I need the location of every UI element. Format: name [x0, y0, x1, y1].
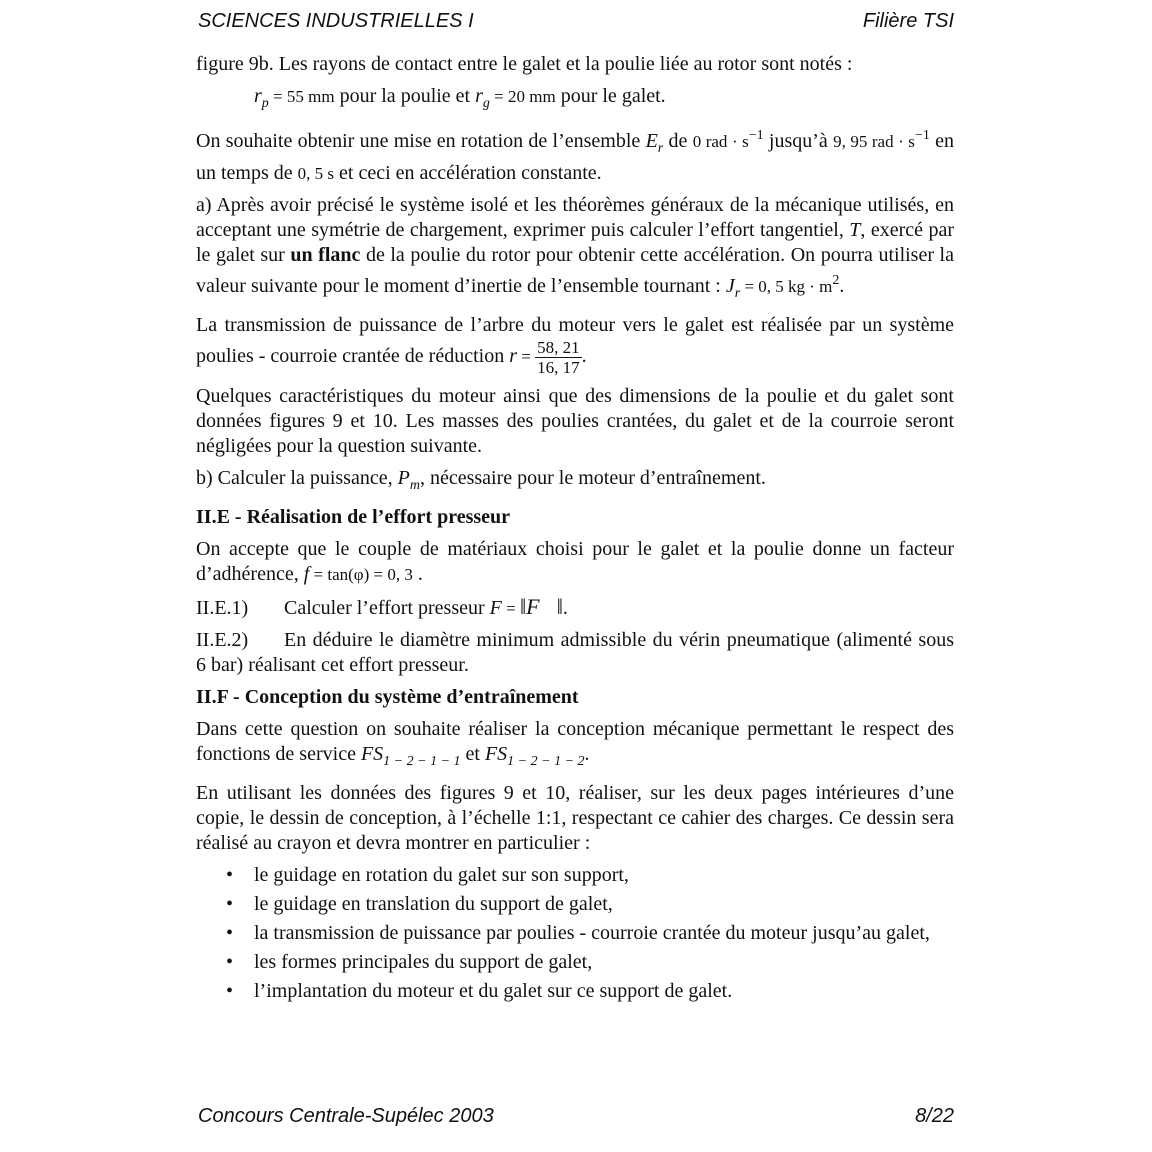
- transmission-text-1: La transmission de puissance de l’arbre du moteur vers le galet est réalisée par un système poulies - courroie crantée de réduction: [196, 314, 954, 368]
- header-subject: SCIENCES INDUSTRIELLES I: [198, 10, 474, 32]
- f-force-symbol: F: [489, 597, 502, 619]
- rp-value: = 55 mm: [268, 87, 335, 106]
- question-b: [196, 466, 954, 498]
- question-a-text-1: a) Après avoir précisé le système isolé et les théorèmes généraux de la mécanique utilisés, en acceptant une symétrie de chargement, exprimer puis calculer l’effort tangentiel,: [196, 194, 954, 241]
- transmission-text-2: .: [581, 345, 587, 368]
- question-a-text-4: .: [839, 275, 845, 297]
- page-header: [196, 10, 954, 40]
- paragraph-radii: [196, 84, 954, 116]
- service-text-1: Dans cette question on souhaite réaliser la conception mécanique permettant le respect des fonctions de service: [196, 718, 954, 765]
- service-text-3: .: [584, 743, 590, 765]
- rg-symbol: r: [475, 85, 483, 107]
- er-symbol: E: [645, 130, 658, 152]
- document-page: [196, 0, 954, 1152]
- heading-ii-f: II.F - Conception du système d’entraînement: [196, 686, 579, 708]
- question-a-bold: un flanc: [290, 244, 361, 266]
- ratio-fraction: [535, 338, 582, 377]
- page-number: 8/22: [915, 1105, 954, 1127]
- inertia-exp: 2: [832, 273, 840, 288]
- p-subscript: m: [409, 478, 420, 493]
- r-symbol: r: [509, 345, 517, 368]
- question-ii-e-1: [196, 594, 954, 621]
- paragraph-adherence: [196, 537, 954, 587]
- rg-value: = 20 mm: [489, 87, 556, 106]
- list-item: • l’implantation du moteur et du galet sur ce support de galet.: [196, 979, 954, 1004]
- f-symbol: f: [303, 563, 310, 585]
- paragraph-service-functions: [196, 717, 954, 774]
- question-b-text-2: , nécessaire pour le moteur d’entraînement.: [419, 467, 766, 489]
- requirements-list: [196, 863, 954, 1004]
- question-a: [196, 193, 954, 306]
- speed-end: 9, 95 rad · s: [833, 132, 915, 151]
- question-a-text-2: , exercé par le galet sur: [196, 219, 954, 266]
- question-number: II.E.1): [196, 597, 249, 619]
- j-symbol: J: [725, 275, 735, 297]
- paragraph-rotation: [196, 123, 954, 186]
- f-equals: =: [501, 599, 520, 618]
- ratio-numerator: 58, 21: [537, 338, 580, 357]
- fs2-symbol: FS: [484, 743, 508, 765]
- footer-contest: Concours Centrale-Supélec 2003: [198, 1105, 494, 1127]
- radii-text-2: pour le galet.: [555, 85, 666, 107]
- rp-symbol: r: [254, 85, 262, 107]
- rp-subscript: p: [261, 96, 269, 111]
- er-subscript: r: [657, 141, 664, 156]
- page-footer: [196, 1105, 954, 1135]
- ratio-denominator: 16, 17: [537, 358, 580, 377]
- speed-start: 0 rad · s: [692, 132, 749, 151]
- list-item: • le guidage en rotation du galet sur son support,: [196, 863, 954, 888]
- fs1-subscript: 1 − 2 − 1 − 1: [383, 754, 461, 769]
- inertia-value: = 0, 5 kg · m: [740, 277, 833, 296]
- question-b-text-1: b) Calculer la puissance,: [196, 467, 398, 489]
- rotation-text-3: jusqu’à: [763, 130, 834, 152]
- question-number: II.E.2): [196, 629, 249, 651]
- t-symbol: T: [849, 219, 861, 241]
- paragraph-figure-9b: figure 9b. Les rayons de contact entre le galet et la poulie liée au rotor sont notés :: [196, 53, 853, 75]
- fs2-subscript: 1 − 2 − 1 − 2: [507, 754, 585, 769]
- speed-end-exp: −1: [914, 128, 930, 143]
- speed-start-exp: −1: [748, 128, 764, 143]
- f-value: = tan(φ) = 0, 3: [309, 565, 413, 584]
- adherence-text-1: On accepte que le couple de matériaux choisi pour le galet et la poulie donne un facteur d’adhérence,: [196, 538, 954, 585]
- paragraph-design-instructions: En utilisant les données des figures 9 et 10, réaliser, sur les deux pages intérieures d’une copie, le dessin de conception, à l’échelle 1:1, respectant ce cahier des charges. Ce dessin sera réalisé au crayon et devra montrer en particulier :: [196, 782, 954, 854]
- question-ii-e-1-end: .: [562, 597, 568, 619]
- list-item: • les formes principales du support de galet,: [196, 950, 954, 975]
- page-content: [196, 52, 954, 1008]
- adherence-text-2: .: [412, 563, 423, 585]
- paragraph-characteristics: Quelques caractéristiques du moteur ainsi que des dimensions de la poulie et du galet sont données figures 9 et 10. Les masses des poulies crantées, du galet et de la courroie seront négligées pour la question suivante.: [196, 385, 954, 457]
- j-subscript: r: [734, 286, 741, 301]
- r-equals: =: [517, 347, 536, 367]
- list-item: • le guidage en translation du support de galet,: [196, 892, 954, 917]
- radii-text-1: pour la poulie et: [334, 85, 476, 107]
- rotation-text-1: On souhaite obtenir une mise en rotation de l’ensemble: [196, 130, 646, 152]
- force-norm: ‖F⃗‖: [519, 594, 563, 619]
- heading-ii-e: II.E - Réalisation de l’effort presseur: [196, 506, 511, 528]
- question-a-text-3: de la poulie du rotor pour obtenir cette accélération. On pourra utiliser la valeur suivante pour le moment d’inertie de l’ensemble tournant :: [196, 244, 954, 297]
- duration-value: 0, 5 s: [297, 164, 335, 183]
- question-ii-e-2-text: En déduire le diamètre minimum admissible du vérin pneumatique (alimenté sous 6 bar) réalisant cet effort presseur.: [196, 629, 954, 676]
- service-text-2: et: [460, 743, 485, 765]
- fs1-symbol: FS: [360, 743, 384, 765]
- p-symbol: P: [397, 467, 410, 489]
- rotation-text-2: de: [663, 130, 693, 152]
- rotation-text-4: en un temps de: [196, 130, 954, 184]
- list-item: • la transmission de puissance par poulies - courroie crantée du moteur jusqu’au galet,: [196, 921, 954, 946]
- rg-subscript: g: [482, 96, 490, 111]
- rotation-text-5: et ceci en accélération constante.: [334, 162, 602, 184]
- header-track: Filière TSI: [862, 10, 954, 32]
- paragraph-transmission: [196, 313, 954, 377]
- question-ii-e-1-text: Calculer l’effort presseur: [284, 597, 490, 619]
- question-ii-e-2: [196, 628, 954, 678]
